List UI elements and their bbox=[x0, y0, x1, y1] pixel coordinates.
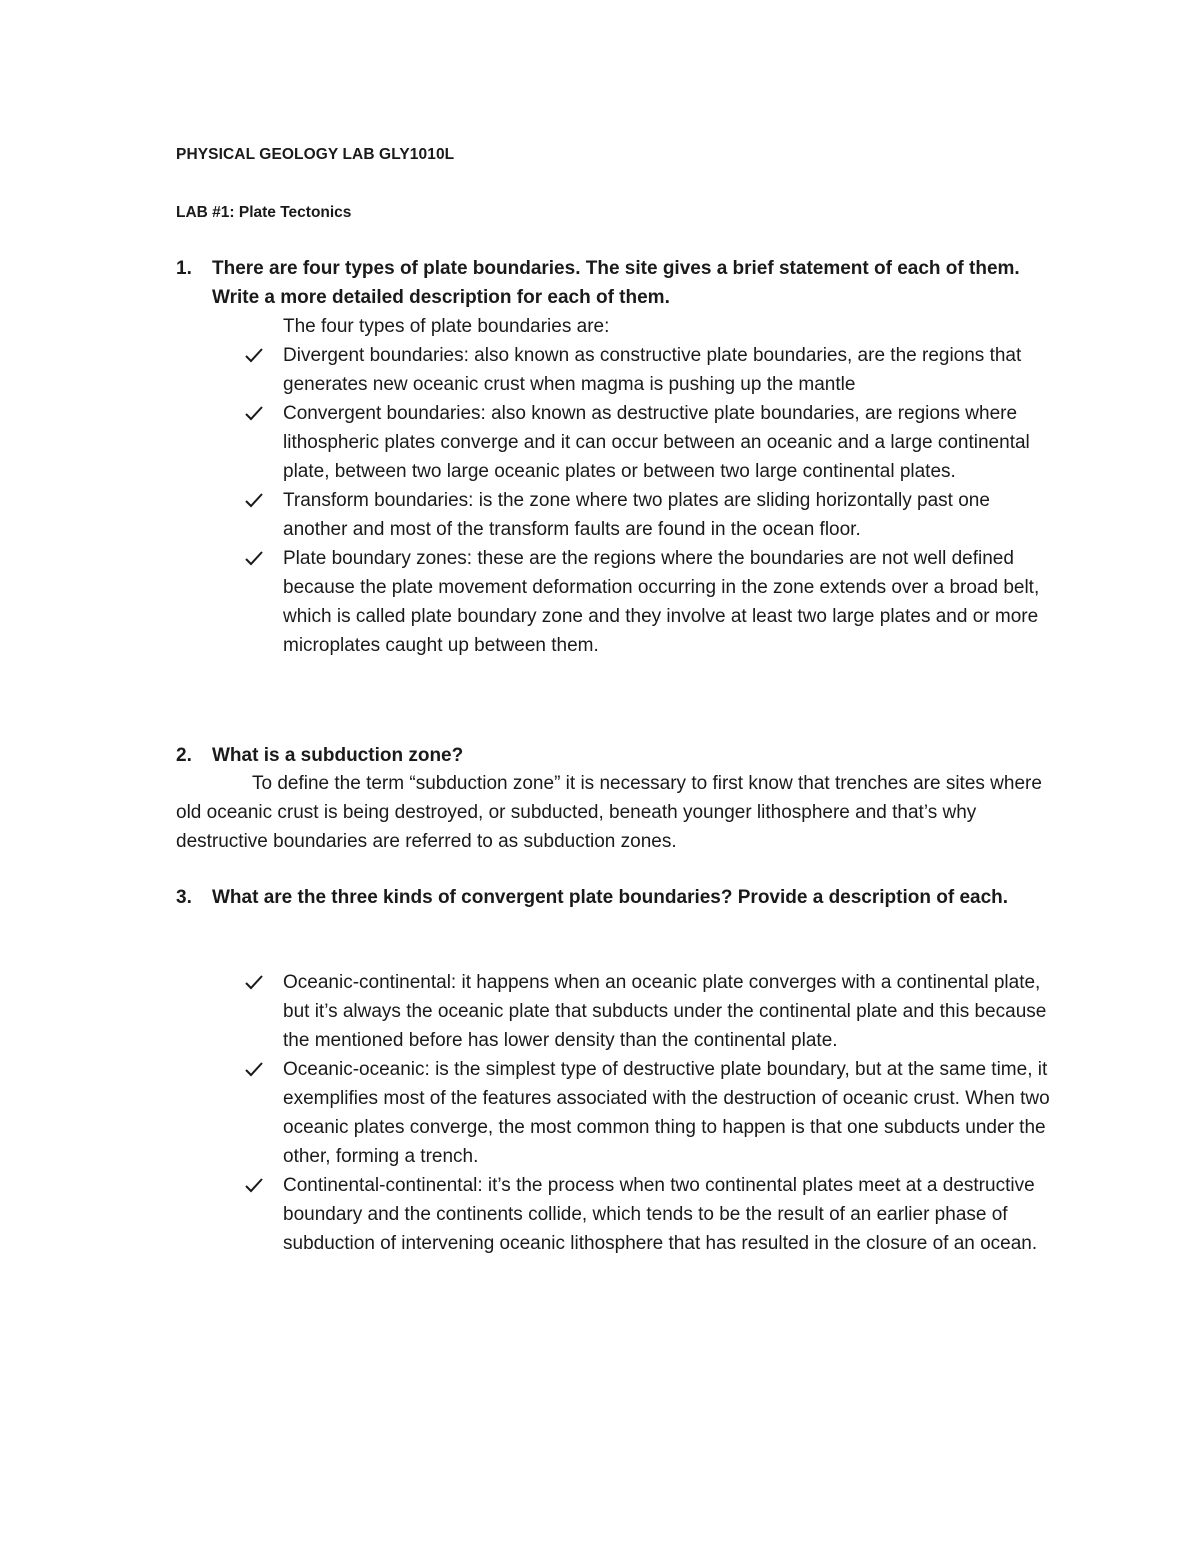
question-3 bbox=[176, 883, 1046, 912]
list-item-text: Oceanic-continental: it happens when an oceanic plate converges with a continental plate, but it’s always the oceanic plate that subducts under the continental plate and this because the mentioned before has lower density than the continental plate. bbox=[283, 972, 1047, 1051]
question-number: 1. bbox=[176, 258, 192, 279]
list-item-text: Convergent boundaries: also known as destructive plate boundaries, are regions where lithospheric plates converge and it can occur between an oceanic and a large continental plate, between two large oceanic plates or between two large continental plates. bbox=[283, 403, 1030, 482]
question-1 bbox=[176, 254, 1046, 312]
list-item bbox=[245, 544, 1055, 660]
question-text: There are four types of plate boundaries. The site gives a brief statement of each of them. Write a more detailed description for each of them. bbox=[212, 258, 1020, 308]
question-number: 2. bbox=[176, 745, 192, 766]
list-item bbox=[245, 399, 1055, 486]
checkmark-icon bbox=[245, 493, 263, 508]
question-number: 3. bbox=[176, 887, 192, 908]
list-item bbox=[245, 968, 1055, 1055]
list-item-text: Continental-continental: it’s the process when two continental plates meet at a destructive boundary and the continents collide, which tends to be the result of an earlier phase of subduction of intervening oceanic lithosphere that has resulted in the closure of an ocean. bbox=[283, 1175, 1038, 1254]
checkmark-icon bbox=[245, 406, 263, 421]
course-title: PHYSICAL GEOLOGY LAB GLY1010L bbox=[176, 146, 455, 163]
question-2 bbox=[176, 741, 1046, 770]
checkmark-icon bbox=[245, 975, 263, 990]
checkmark-icon bbox=[245, 348, 263, 363]
question-text: What is a subduction zone? bbox=[212, 745, 464, 766]
question-1-intro: The four types of plate boundaries are: bbox=[283, 316, 610, 337]
list-item bbox=[245, 1055, 1055, 1171]
lab-title: LAB #1: Plate Tectonics bbox=[176, 204, 352, 221]
question-text: What are the three kinds of convergent plate boundaries? Provide a description of each. bbox=[212, 887, 1009, 908]
list-item bbox=[245, 341, 1055, 399]
question-2-answer: To define the term “subduction zone” it is necessary to first know that trenches are sites where old oceanic crust is being destroyed, or subducted, beneath younger lithosphere and that’s why destructive boundaries are referred to as subduction zones. bbox=[176, 773, 1042, 852]
convergent-boundary-list bbox=[245, 968, 1055, 1258]
checkmark-icon bbox=[245, 1178, 263, 1193]
list-item bbox=[245, 1171, 1055, 1258]
list-item-text: Divergent boundaries: also known as constructive plate boundaries, are the regions that generates new oceanic crust when magma is pushing up the mantle bbox=[283, 345, 1022, 395]
list-item-text: Transform boundaries: is the zone where two plates are sliding horizontally past one another and most of the transform faults are found in the ocean floor. bbox=[283, 490, 990, 540]
list-item bbox=[245, 486, 1055, 544]
plate-boundary-list bbox=[245, 341, 1055, 660]
checkmark-icon bbox=[245, 1062, 263, 1077]
list-item-text: Plate boundary zones: these are the regions where the boundaries are not well defined because the plate movement deformation occurring in the zone extends over a broad belt, which is called plate boundary zone and they involve at least two large plates and or more microplates caught up between them. bbox=[283, 548, 1040, 656]
list-item-text: Oceanic-oceanic: is the simplest type of destructive plate boundary, but at the same time, it exemplifies most of the features associated with the destruction of oceanic crust. When two oceanic plates converge, the most common thing to happen is that one subducts under the other, forming a trench. bbox=[283, 1059, 1050, 1167]
checkmark-icon bbox=[245, 551, 263, 566]
